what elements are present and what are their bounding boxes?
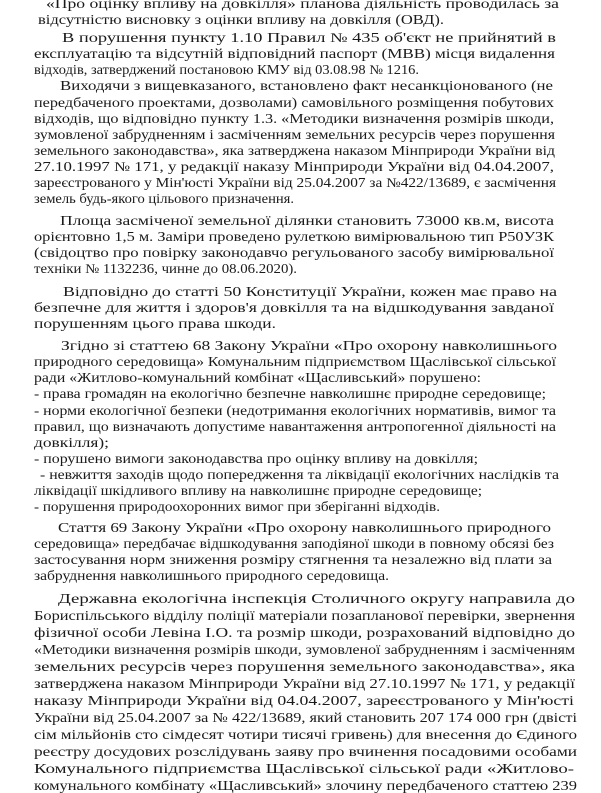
text-line: - права громадян на екологічно безпечне навколишнє природне середовище; <box>34 386 546 401</box>
text-line: правил, що визначають допустиме навантаження антропогенної діяльності на <box>34 419 556 434</box>
text-line: довкілля); <box>34 435 109 450</box>
text-line: «Про оцінку впливу на довкілля» планова діяльність проводилась за <box>46 0 559 11</box>
text-line: - невжиття заходів щодо попередження та ліквідації екологічних наслідків та <box>40 467 559 482</box>
text-line: земель будь-якого цільового призначення. <box>34 191 294 206</box>
text-line: безпечне для життя і здоров'я довкілля та на відшкодування завданої <box>34 300 554 315</box>
text-line: відходів, що відповідно пункту 1.3. «Методики визначення розмірів шкоди, <box>34 111 554 126</box>
text-line: відходів, затверджений постановою КМУ від 03.08.98 № 1216. <box>34 62 419 77</box>
text-line: земельного законодавства», яка затверджена наказом Мінприроди України від <box>34 143 555 158</box>
text-line: орієнтовно 1,5 м. Заміри проведено рулеткою вимірювальною тип Р50УЗК <box>34 229 554 244</box>
text-line: Державна екологічна інспекція Столичного округу направила до <box>58 591 575 606</box>
text-line: ради «Житлово-комунальний комбінат «Щасливський» порушено: <box>34 370 481 385</box>
text-line: Стаття 69 Закону України «Про охорону навколишнього природного <box>58 520 551 535</box>
text-line: В порушення пункту 1.10 Правил № 435 об'єкт не прийнятий в <box>62 30 556 45</box>
text-line: забруднення навколишнього природного середовища. <box>34 568 389 583</box>
text-line: передбаченого проектами, дозволами) самовільного розміщення побутових <box>34 95 554 110</box>
text-line: Виходячи з вищевказаного, встановлено факт несанкціонованого (не <box>60 78 553 93</box>
text-line: Бориспільського відділу поліції матеріали позапланової перевірки, звернення <box>34 608 575 623</box>
text-line: затверджена наказом Мінприроди України від 27.10.1997 № 171, у редакції <box>34 676 575 691</box>
text-line: техніки № 1132236, чинне до 08.06.2020). <box>34 261 297 276</box>
text-line: природного середовища» Комунальним підприємством Щаслівської сільської <box>34 354 556 369</box>
text-line: - норми екологічної безпеки (недотримання екологічних нормативів, вимог та <box>34 403 556 418</box>
text-line: порушенням цього права шкоди. <box>34 316 276 331</box>
text-line: (свідоцтво про повірку законодавчо регульованого засобу вимірювальної <box>34 245 554 260</box>
text-line: застосування норм зниження розміру стягнення та незалежно від плати за <box>34 552 552 567</box>
text-line: зареєстрованого у Мін'юсті України від 25.04.2007 за №422/13689, є засмічення <box>34 175 556 190</box>
text-line: - порушення природоохоронних вимог при зберіганні відходів. <box>34 499 441 514</box>
text-line: Згідно зі статтею 68 Закону України «Про охорону навколишнього <box>61 338 557 353</box>
text-line: Площа засміченої земельної ділянки становить 73000 кв.м, висота <box>60 213 554 228</box>
text-line: зумовленої забрудненням і засміченням земельних ресурсів через порушення <box>34 127 555 142</box>
text-line: комунального комбінату «Щасливський» злочину передбаченого статтею 239 <box>34 778 577 793</box>
text-line: Відповідно до статті 50 Конституції України, кожен має право на <box>63 284 557 299</box>
text-line: середовища» передбачає відшкодування заподіяної шкоди в повному обсязі без <box>34 536 554 551</box>
text-line: сім мільйонів сто сімдесят чотири тисячі гривень) для внесення до Єдиного <box>34 727 577 742</box>
text-line: 27.10.1997 № 171, у редакції наказу Мінприроди України від 04.04.2007, <box>34 159 554 174</box>
text-line: відсутністю висновку з оцінки впливу на довкілля (ОВД). <box>38 12 444 27</box>
text-line: Комунального підприємства Щаслівської сільської ради «Житлово- <box>34 761 574 776</box>
text-line: земельних ресурсів через порушення земельного законодавства», яка <box>34 659 575 674</box>
text-line: наказу Мінприроди України від 04.04.2007, зареєстрованого у Мін'юсті <box>34 693 574 708</box>
text-line: реєстру досудових розслідувань заяву про вчинення посадовими особами <box>34 744 577 759</box>
text-line: експлуатацію та відсутній відповідний паспорт (МВВ) місця видалення <box>34 46 555 61</box>
text-line: України від 25.04.2007 за № 422/13689, який становить 207 174 000 грн (двісті <box>34 710 577 725</box>
text-line: «Методики визначення розмірів шкоди, зумовленої забрудненням і засміченням <box>34 642 575 657</box>
text-line: фізичної особи Левіна І.О. та розмір шкоди, розрахований відповідно до <box>34 625 575 640</box>
text-line: - порушено вимоги законодавства про оцінку впливу на довкілля; <box>34 451 478 466</box>
text-line: ліквідації шкідливого впливу на навколишнє природне середовище; <box>34 483 482 498</box>
